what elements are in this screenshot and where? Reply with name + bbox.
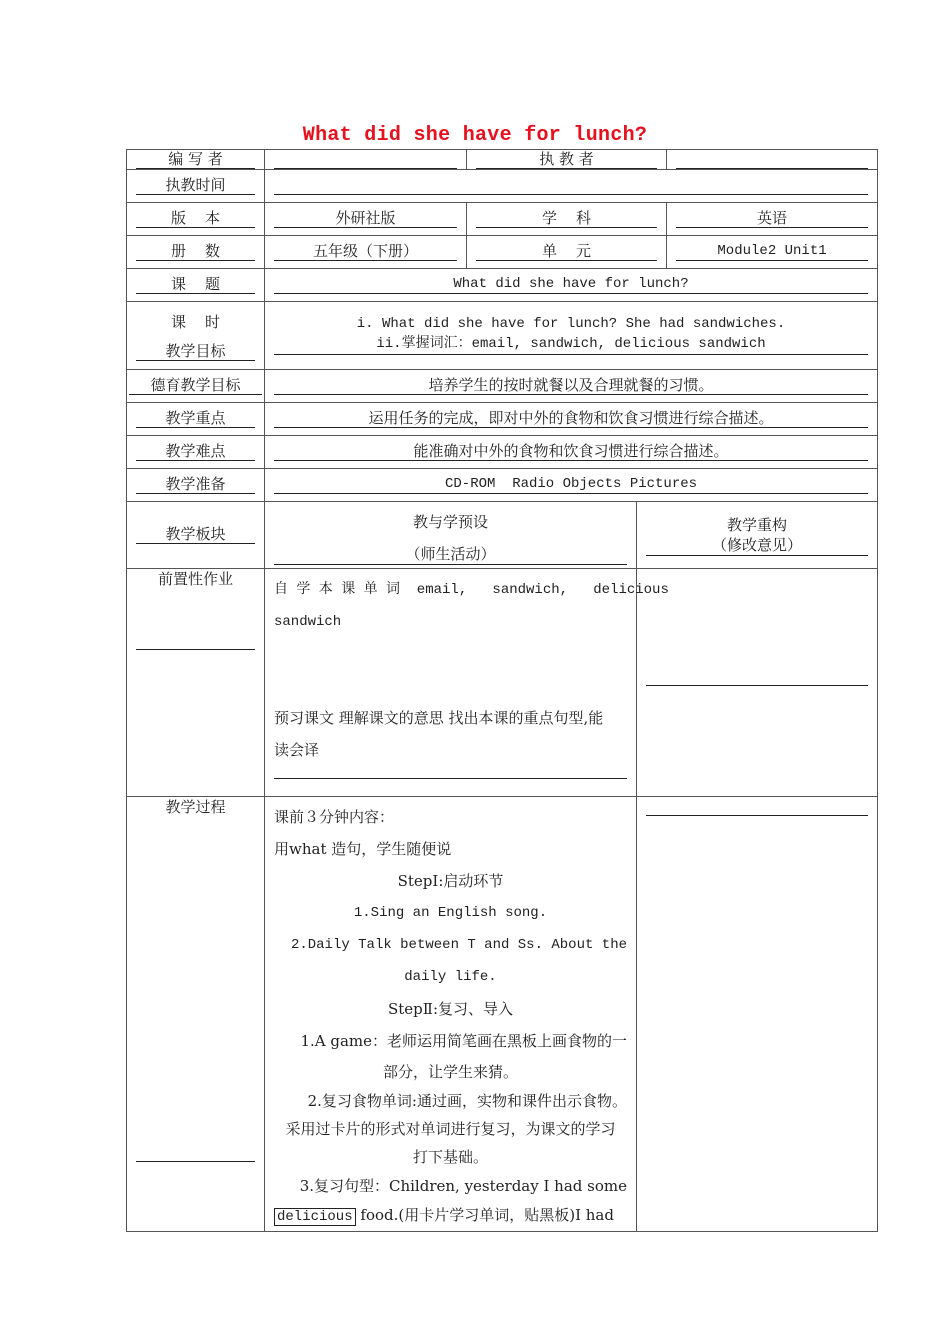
process-rebuild-cell [637,797,878,1232]
process-rebuild-line [646,815,868,816]
pre-homework-label-line [136,649,255,650]
design-header-cell [265,502,637,569]
teacher-value [676,151,868,169]
unit-value-cell [667,236,878,269]
edition-value-cell [265,203,467,236]
goals-label-cell [127,302,265,370]
lesson-plan-table [126,149,878,1232]
key-points-label-cell [127,403,265,436]
pre-homework-label-cell [127,569,265,797]
process-label: 教学过程 [165,798,226,816]
volume-value: 五年级（下册） [274,243,457,261]
topic-label-cell [127,269,265,302]
edition-label: 版 本 [136,210,255,228]
goals-label-1: 课 时 [170,313,221,331]
pre-homework-line-4: 读会译 [274,741,320,759]
process-last-line [265,1201,636,1231]
process-line: 3.复习句型：Children, yesterday I had some [299,1177,627,1195]
difficulties-label-cell [127,436,265,469]
process-line: 部分，让学生来猜。 [382,1063,518,1081]
document-title: What did she have for lunch? [302,124,648,147]
design-subheader: （师生活动） [274,544,627,565]
process-line: 课前３分钟内容： [274,808,395,826]
process-line: StepⅡ:复习、导入 [387,1000,514,1018]
moral-value: 培养学生的按时就餐以及合理就餐的习惯。 [274,377,868,395]
preparation-label: 教学准备 [136,476,255,494]
time-value-cell [265,170,878,203]
pre-homework-content-cell [265,569,669,797]
time-label-cell [127,170,265,203]
pre-homework-rebuild-cell [637,569,878,797]
volume-value-cell [265,236,467,269]
design-header: 教与学预设 [412,513,488,531]
goals-label-2: 教学目标 [136,343,255,361]
delicious-boxed-word: delicious [274,1208,356,1226]
teacher-label-cell [467,150,667,170]
author-label: 编 写 者 [136,151,255,169]
moral-label-cell [127,370,265,403]
preparation-value: CD-ROM Radio Objects Pictures [274,476,868,494]
volume-label-cell [127,236,265,269]
topic-value-cell [265,269,878,302]
process-line: 2.Daily Talk between T and Ss. About the [290,937,627,953]
rebuild-subheader: （修改意见） [646,535,868,556]
topic-label: 课 题 [136,276,255,294]
rebuild-header-cell [637,502,878,569]
author-label-cell [127,150,265,170]
key-points-value-cell [265,403,878,436]
pre-homework-line-3: 预习课文 理解课文的意思 找出本课的重点句型,能 [274,709,604,727]
block-header-cell [127,502,265,569]
process-content-cell [265,797,637,1232]
difficulties-value-cell [265,436,878,469]
process-last-rest: food.(用卡片学习单词，贴黑板)I had [355,1206,614,1224]
moral-label: 德育教学目标 [129,377,262,395]
process-line: daily life. [404,969,497,985]
process-line: 打下基础。 [412,1148,488,1166]
time-label: 执教时间 [136,177,255,195]
preparation-value-cell [265,469,878,502]
volume-label: 册 数 [136,243,255,261]
time-value [274,177,868,195]
topic-value: What did she have for lunch? [274,276,868,294]
goals-value-cell [265,302,878,370]
edition-label-cell [127,203,265,236]
unit-label: 单 元 [476,243,657,261]
goals-line-1: i. What did she have for lunch? She had sandwiches. [356,316,786,332]
preparation-label-cell [127,469,265,502]
author-value-cell [265,150,467,170]
goals-line-2: ii.掌握词汇：email, sandwich, delicious sandwich [274,334,868,355]
pre-homework-label: 前置性作业 [157,570,233,588]
subject-label: 学 科 [476,210,657,228]
author-value [274,151,457,169]
process-line: 1.Sing an English song. [353,905,548,921]
subject-value-cell [667,203,878,236]
teacher-label: 执 教 者 [476,151,657,169]
process-line: 用what 造句，学生随便说 [274,840,452,858]
teacher-value-cell [667,150,878,170]
edition-value: 外研社版 [274,210,457,228]
subject-value: 英语 [676,210,868,228]
moral-value-cell [265,370,878,403]
process-label-cell [127,797,265,1232]
process-line: 采用过卡片的形式对单词进行复习，为课文的学习 [285,1120,616,1138]
pre-homework-line-1: 自 学 本 课 单 词 email, sandwich, delicious [274,582,669,598]
key-points-label: 教学重点 [136,410,255,428]
process-line: StepⅠ:启动环节 [397,872,504,890]
difficulties-label: 教学难点 [136,443,255,461]
pre-homework-rebuild-line [646,685,868,686]
pre-homework-line-2: sandwich [274,614,342,630]
block-header: 教学板块 [136,526,255,544]
rebuild-header: 教学重构 [727,515,788,534]
unit-value: Module2 Unit1 [676,243,868,261]
process-line: 2.复习食物单词:通过画，实物和课件出示食物。 [307,1092,627,1110]
process-line: 1.A game：老师运用简笔画在黑板上画食物的一 [300,1032,627,1050]
process-label-line [136,1161,255,1162]
subject-label-cell [467,203,667,236]
unit-label-cell [467,236,667,269]
key-points-value: 运用任务的完成，即对中外的食物和饮食习惯进行综合描述。 [274,410,868,428]
pre-homework-content-line [274,778,627,779]
difficulties-value: 能准确对中外的食物和饮食习惯进行综合描述。 [274,443,868,461]
